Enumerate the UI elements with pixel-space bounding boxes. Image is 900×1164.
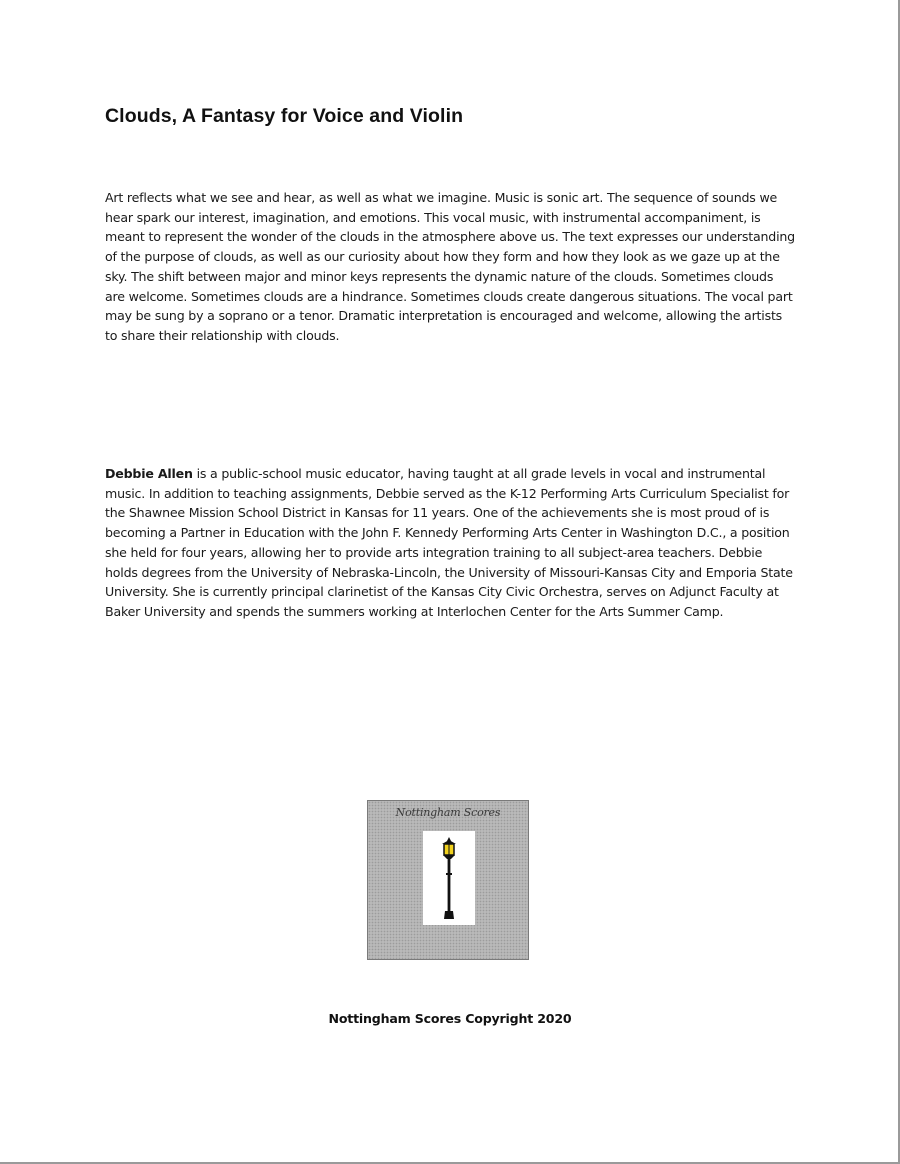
copyright-footer: Nottingham Scores Copyright 2020 [328, 1011, 572, 1026]
bio-name: Debbie Allen [105, 466, 193, 481]
bio-text: is a public-school music educator, having taught at all grade levels in vocal and instrumental music. In addition to teaching assignments, Debbie served as the K-12 Performing Arts Curriculum Specialist for the Shawnee Mission School District in Kansas for 11 years. One of the achievements she is most proud of is becoming a Partner in Education with the John F. Kennedy Performing Arts Center in Washington D.C., a position she held for four years, allowing her to provide arts integration training to all subject-area teachers. Debbie holds degrees from the University of Nebraska-Lincoln, the University of Missouri-Kansas City and Emporia State University. She is currently principal clarinetist of the Kansas City Civic Orchestra, serves on Adjunct Faculty at Baker University and spends the summers working at Interlochen Center for the Arts Summer Camp. [105, 466, 793, 619]
description-paragraph: Art reflects what we see and hear, as well as what we imagine. Music is sonic art. The sequence of sounds we hear spark our interest, imagination, and emotions. This vocal music, with instrumental accompaniment, is meant to represent the wonder of the clouds in the atmosphere above us. The text expresses our understanding of the purpose of clouds, as well as our curiosity about how they form and how they look as we gaze up at the sky. The shift between major and minor keys represents the dynamic nature of the clouds. Sometimes clouds are welcome. Sometimes clouds are a hindrance. Sometimes clouds create dangerous situations. The vocal part may be sung by a soprano or a tenor. Dramatic interpretation is encouraged and welcome, allowing the artists to share their relationship with clouds. [105, 190, 795, 343]
publisher-logo [367, 800, 529, 960]
lamp-panel [423, 831, 475, 925]
page-title: Clouds, A Fantasy for Voice and Violin [105, 105, 464, 127]
logo-text: Nottingham Scores [395, 806, 501, 819]
street-lamp-icon [423, 831, 475, 925]
bio-paragraph [105, 464, 795, 622]
